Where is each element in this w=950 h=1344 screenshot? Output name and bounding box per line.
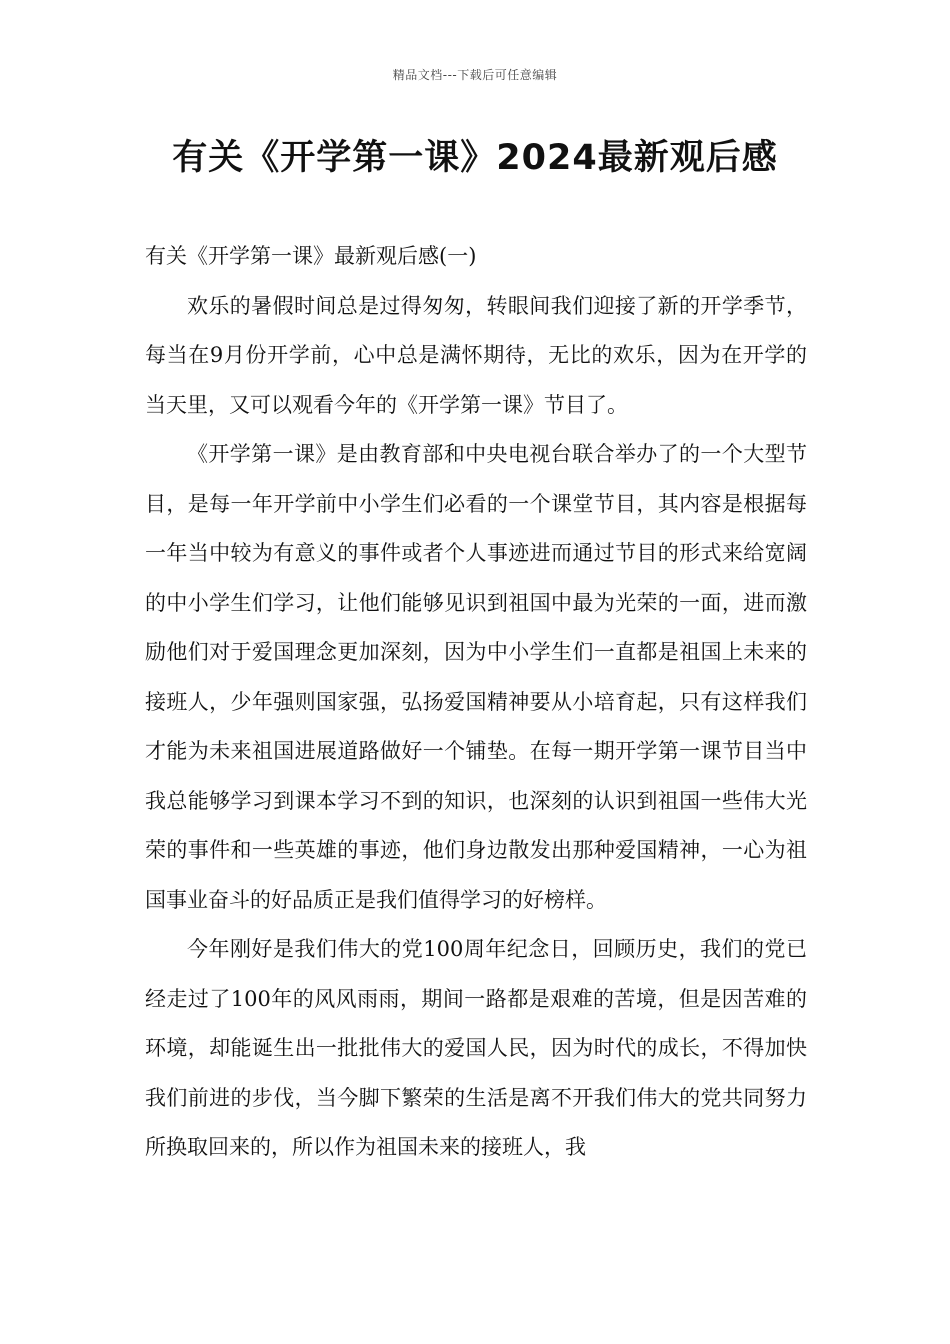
paragraph: 欢乐的暑假时间总是过得匆匆，转眼间我们迎接了新的开学季节，每当在9月份开学前，心中总是满怀期待，无比的欢乐，因为在开学的当天里，又可以观看今年的《开学第一课》节目了。 xyxy=(145,293,807,417)
document-body xyxy=(145,232,807,1173)
document-title: 有关《开学第一课》2024最新观后感 xyxy=(172,138,778,178)
paragraph: 今年刚好是我们伟大的党100周年纪念日，回顾历史，我们的党已经走过了100年的风风雨雨，期间一路都是艰难的苦境，但是因苦难的环境，却能诞生出一批批伟大的爱国人民，因为时代的成长，不得加快我们前进的步伐，当今脚下繁荣的生活是离不开我们伟大的党共同努力所换取回来的，所以作为祖国未来的接班人，我 xyxy=(145,937,807,1159)
section-heading: 有关《开学第一课》最新观后感(一) xyxy=(145,244,477,268)
paragraph: 《开学第一课》是由教育部和中央电视台联合举办了的一个大型节目，是每一年开学前中小学生们必看的一个课堂节目，其内容是根据每一年当中较为有意义的事件或者个人事迹进而通过节目的形式来给宽阔的中小学生们学习，让他们能够见识到祖国中最为光荣的一面，进而激励他们对于爱国理念更加深刻，因为中小学生们一直都是祖国上未来的接班人，少年强则国家强，弘扬爱国精神要从小培育起，只有这样我们才能为未来祖国进展道路做好一个铺垫。在每一期开学第一课节目当中我总能够学习到课本学习不到的知识，也深刻的认识到祖国一些伟大光荣的事件和一些英雄的事迹，他们身边散发出那种爱国精神，一心为祖国事业奋斗的好品质正是我们值得学习的好榜样。 xyxy=(145,442,807,912)
header-note: 精品文档---下载后可任意编辑 xyxy=(392,68,558,82)
